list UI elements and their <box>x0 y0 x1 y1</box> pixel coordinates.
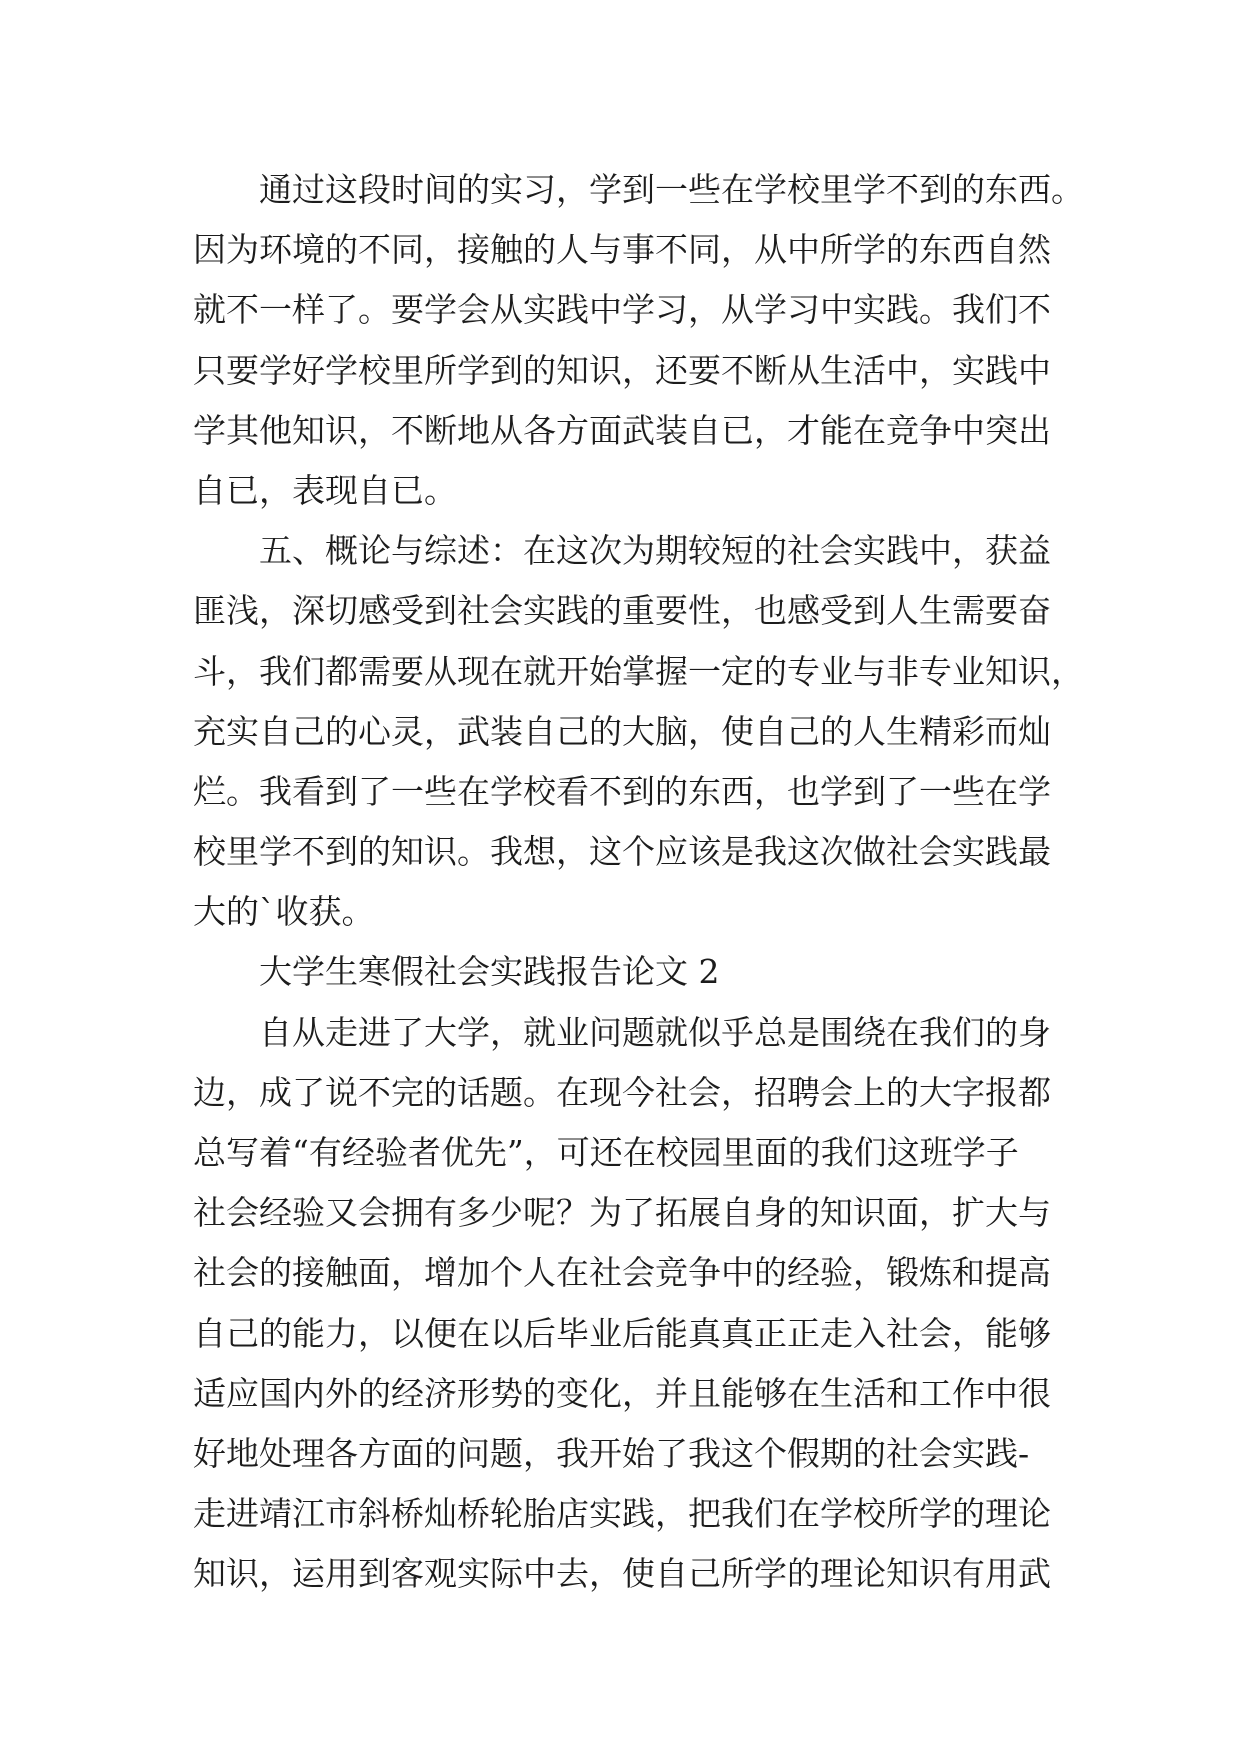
text-line: 五、概论与综述：在这次为期较短的社会实践中，获益 <box>259 531 1051 571</box>
text-line: 边，成了说不完的话题。在现今社会，招聘会上的大字报都 <box>193 1072 1051 1112</box>
text-line: 社会的接触面，增加个人在社会竞争中的经验，锻炼和提高 <box>193 1253 1051 1293</box>
text-line: 自从走进了大学，就业问题就似乎总是围绕在我们的身 <box>259 1012 1051 1052</box>
text-line: 走进靖江市斜桥灿桥轮胎店实践，把我们在学校所学的理论 <box>193 1494 1051 1534</box>
text-line: 学其他知识，不断地从各方面武装自已，才能在竞争中突出 <box>193 410 1051 450</box>
text-line: 自已，表现自已。 <box>193 470 457 510</box>
section-heading: 大学生寒假社会实践报告论文 2 <box>259 952 720 992</box>
text-line: 充实自己的心灵，武装自己的大脑，使自己的人生精彩而灿 <box>193 711 1051 751</box>
text-line: 因为环境的不同，接触的人与事不同，从中所学的东西自然 <box>193 230 1051 270</box>
text-line: 大的`收获。 <box>193 892 375 932</box>
text-line: 好地处理各方面的问题，我开始了我这个假期的社会实践- <box>193 1433 1030 1473</box>
text-line: 知识，运用到客观实际中去，使自己所学的理论知识有用武 <box>193 1554 1051 1594</box>
text-line: 适应国内外的经济形势的变化，并且能够在生活和工作中很 <box>193 1373 1051 1413</box>
text-line: 总写着“有经验者优先”，可还在校园里面的我们这班学子 <box>193 1133 1019 1172</box>
text-line: 只要学好学校里所学到的知识，还要不断从生活中，实践中 <box>193 350 1051 390</box>
text-line: 斗，我们都需要从现在就开始掌握一定的专业与非专业知识， <box>193 651 1084 691</box>
text-line: 社会经验又会拥有多少呢？为了拓展自身的知识面，扩大与 <box>193 1193 1051 1233</box>
text-line: 自己的能力，以便在以后毕业后能真真正正走入社会，能够 <box>193 1313 1051 1353</box>
text-line: 匪浅，深切感受到社会实践的重要性，也感受到人生需要奋 <box>193 591 1051 631</box>
text-line: 烂。我看到了一些在学校看不到的东西，也学到了一些在学 <box>193 771 1051 811</box>
text-line: 校里学不到的知识。我想，这个应该是我这次做社会实践最 <box>193 832 1051 872</box>
document-body <box>193 160 1093 1605</box>
text-line: 就不一样了。要学会从实践中学习，从学习中实践。我们不 <box>193 290 1051 330</box>
text-line: 通过这段时间的实习，学到一些在学校里学不到的东西。 <box>259 170 1084 209</box>
